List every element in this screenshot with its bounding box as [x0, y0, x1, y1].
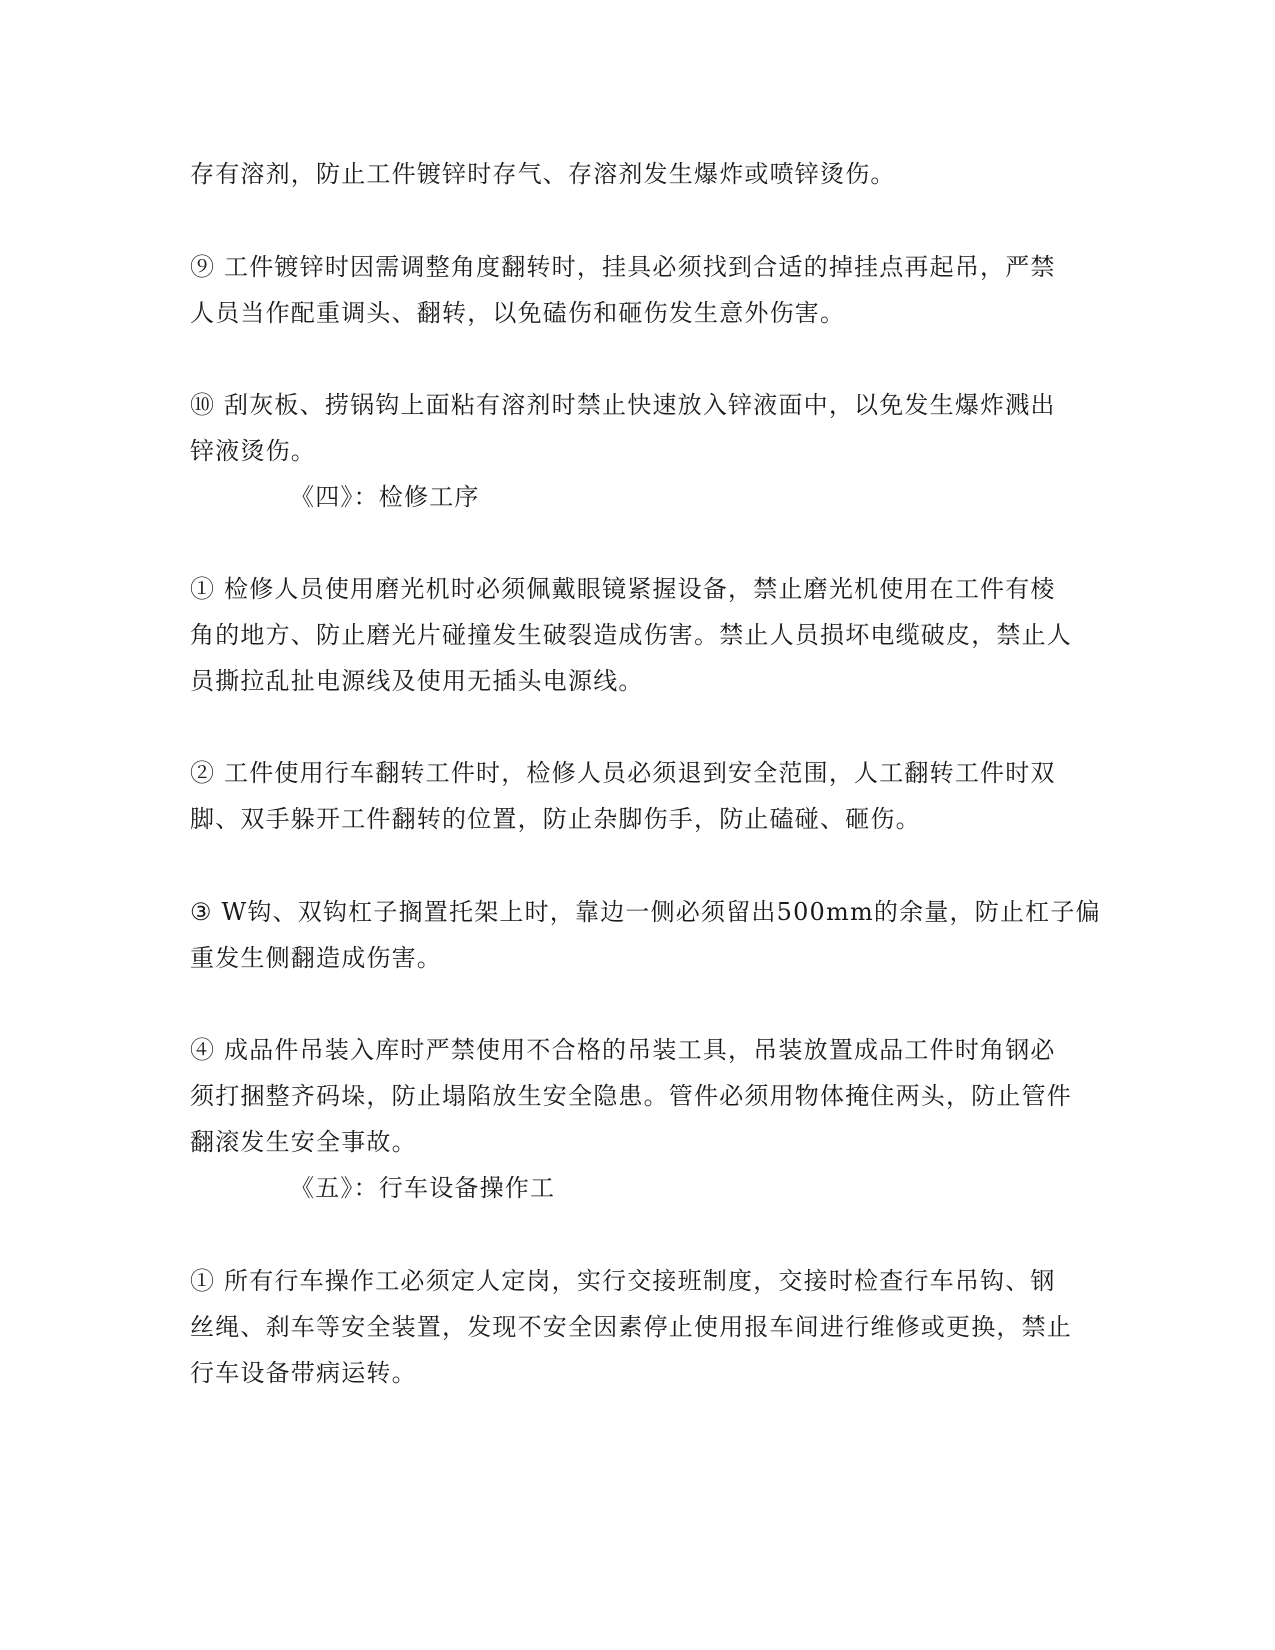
paragraph-line: 人员当作配重调头、翻转，以免磕伤和砸伤发生意外伤害。	[190, 299, 846, 327]
paragraph-line: 员撕拉乱扯电源线及使用无插头电源线。	[190, 667, 644, 695]
paragraph-line: 脚、双手躲开工件翻转的位置，防止杂脚伤手，防止磕碰、砸伤。	[190, 805, 921, 833]
paragraph-line: ④ 成品件吊装入库时严禁使用不合格的吊装工具，吊装放置成品工件时角钢必	[190, 1036, 1056, 1064]
section-heading: 《五》：行车设备操作工	[290, 1174, 556, 1202]
paragraph-line: 行车设备带病运转。	[190, 1359, 417, 1387]
paragraph-line: 翻滚发生安全事故。	[190, 1128, 417, 1156]
paragraph-line: ③ W钩、双钩杠子搁置托架上时，靠边一侧必须留出500mm的余量，防止杠子偏	[190, 898, 1101, 926]
paragraph-line: ② 工件使用行车翻转工件时，检修人员必须退到安全范围，人工翻转工件时双	[190, 759, 1056, 787]
paragraph-line: ① 所有行车操作工必须定人定岗，实行交接班制度，交接时检查行车吊钩、钢	[190, 1267, 1056, 1295]
paragraph-line: ① 检修人员使用磨光机时必须佩戴眼镜紧握设备，禁止磨光机使用在工件有棱	[190, 575, 1056, 603]
paragraph-line: 重发生侧翻造成伤害。	[190, 944, 442, 972]
paragraph-line: 角的地方、防止磨光片碰撞发生破裂造成伤害。禁止人员损坏电缆破皮，禁止人	[190, 621, 1072, 649]
paragraph-line: ⑩ 刮灰板、捞锅钩上面粘有溶剂时禁止快速放入锌液面中，以免发生爆炸溅出	[190, 391, 1056, 419]
paragraph-line: 存有溶剂，防止工件镀锌时存气、存溶剂发生爆炸或喷锌烫伤。	[190, 160, 896, 188]
paragraph-line: 须打捆整齐码垛，防止塌陷放生安全隐患。管件必须用物体掩住两头，防止管件	[190, 1082, 1072, 1110]
section-heading: 《四》：检修工序	[290, 483, 480, 511]
paragraph-line: 丝绳、刹车等安全装置，发现不安全因素停止使用报车间进行维修或更换，禁止	[190, 1313, 1072, 1341]
paragraph-line: 锌液烫伤。	[190, 437, 316, 465]
paragraph-line: ⑨ 工件镀锌时因需调整角度翻转时，挂具必须找到合适的掉挂点再起吊，严禁	[190, 253, 1056, 281]
